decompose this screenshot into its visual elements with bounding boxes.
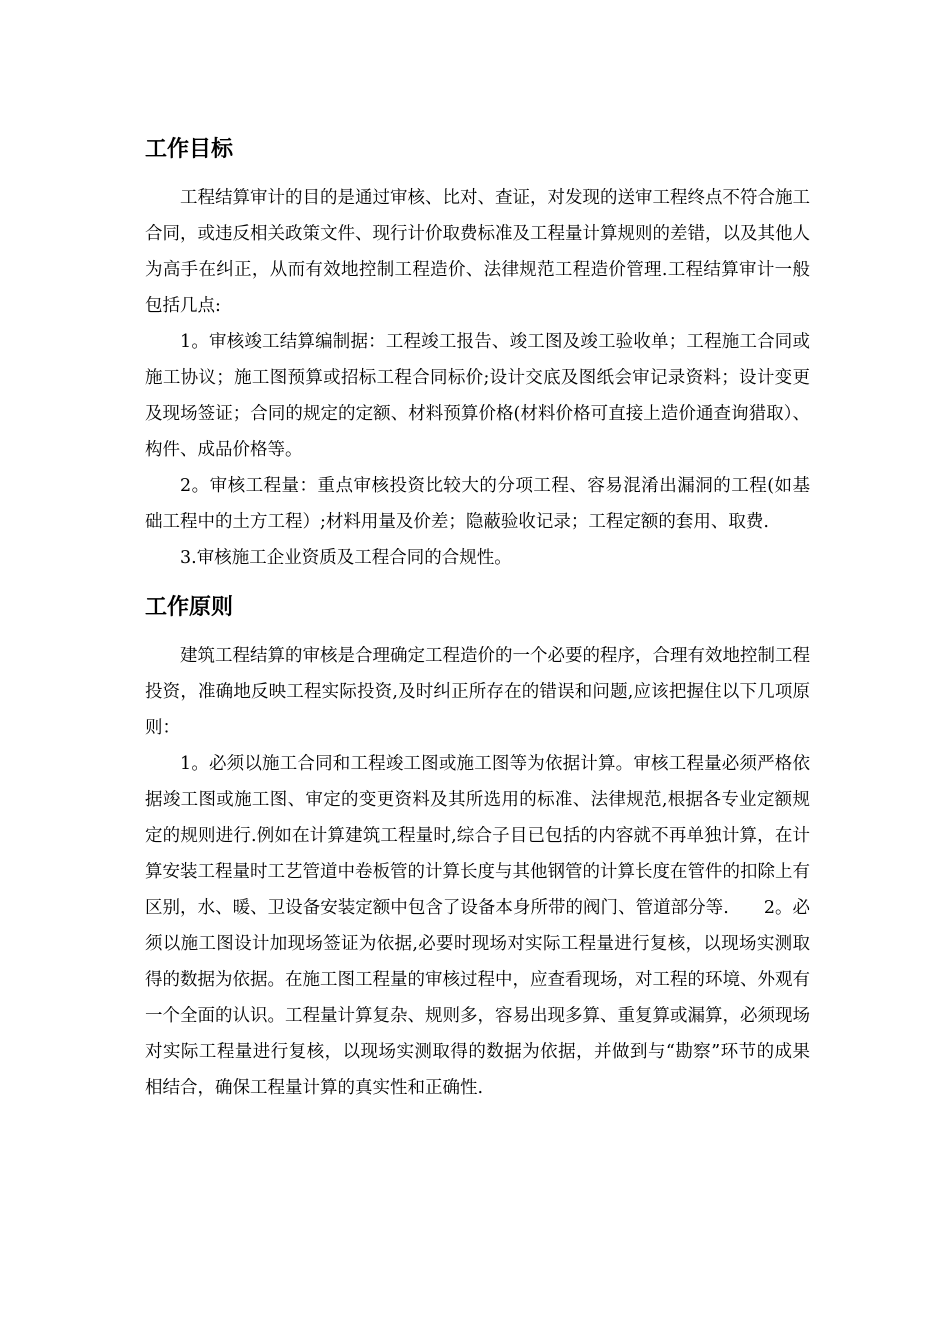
document-content [145,130,810,1106]
paragraph-goals-item-1: 1。审核竣工结算编制据：工程竣工报告、竣工图及竣工验收单；工程施工合同或施工协议；施工图预算或招标工程合同标价;设计交底及图纸会审记录资料；设计变更及现场签证；合同的规定的定额、材料预算价格(材料价格可直接上造价通查询猎取）、构件、成品价格等。 [145,332,810,460]
paragraph-principles-items: 1。必须以施工合同和工程竣工图或施工图等为依据计算。审核工程量必须严格依据竣工图或施工图、审定的变更资料及其所选用的标准、法律规范,根据各专业定额规定的规则进行.例如在计算建筑工程量时,综合子目已包括的内容就不再单独计算，在计算安装工程量时工艺管道中卷板管的计算长度与其他钢管的计算长度在管件的扣除上有区别，水、暖、卫设备安装定额中包含了设备本身所带的阀门、管道部分等. 2。必须以施工图设计加现场签证为依据,必要时现场对实际工程量进行复核，以现场实测取得的数据为依据。在施工图工程量的审核过程中，应查看现场，对工程的环境、外观有一个全面的认识。工程量计算复杂、规则多，容易出现多算、重复算或漏算，必须现场对实际工程量进行复核，以现场实测取得的数据为依据，并做到与“勘察”环节的成果相结合，确保工程量计算的真实性和正确性. [145,754,810,1098]
section-heading-goals: 工作目标 [145,137,234,162]
paragraph-goals-item-3: 3.审核施工企业资质及工程合同的合规性。 [180,548,512,568]
paragraph-goals-item-2: 2。审核工程量：重点审核投资比较大的分项工程、容易混淆出漏洞的工程(如基础工程中的土方工程）;材料用量及价差；隐蔽验收记录；工程定额的套用、取费. [145,476,810,532]
section-heading-principles: 工作原则 [145,595,234,620]
paragraph-principles-intro: 建筑工程结算的审核是合理确定工程造价的一个必要的程序，合理有效地控制工程投资，准确地反映工程实际投资,及时纠正所存在的错误和问题,应该把握住以下几项原则： [145,646,810,738]
paragraph-goals-intro: 工程结算审计的目的是通过审核、比对、查证，对发现的送审工程终点不符合施工合同，或违反相关政策文件、现行计价取费标准及工程量计算规则的差错，以及其他人为高手在纠正，从而有效地控制工程造价、法律规范工程造价管理.工程结算审计一般包括几点: [145,188,810,316]
